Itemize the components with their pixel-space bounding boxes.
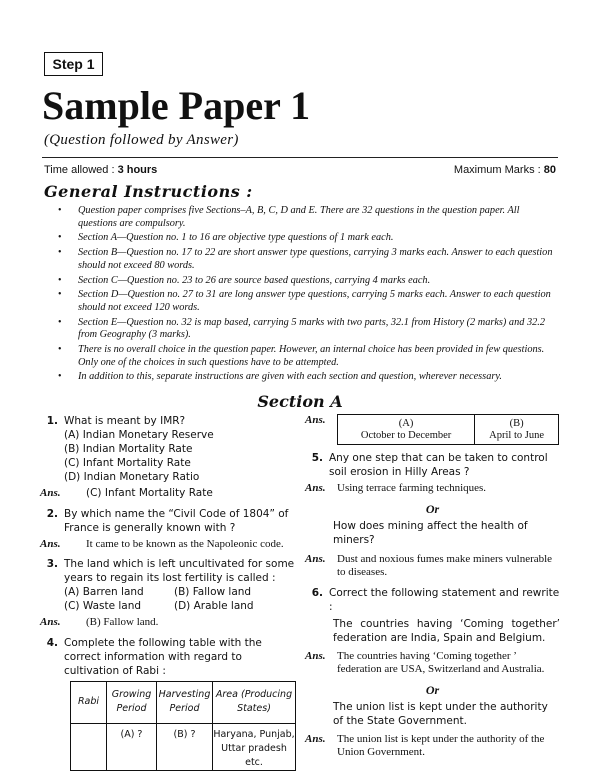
time-label: Time allowed : xyxy=(44,164,118,176)
or-divider: Or xyxy=(425,682,440,697)
cell-head: (A) xyxy=(398,417,414,429)
option: (B) Indian Mortality Rate xyxy=(64,443,193,455)
question-text: Correct the following statement and rewrite : xyxy=(329,586,560,613)
time-value: 3 hours xyxy=(117,164,158,176)
table-header: Growing Period xyxy=(107,681,157,723)
table-cell: (A) ? xyxy=(107,723,157,770)
instruction-item: • There is no overall choice in the question paper. However, an internal choice has been provided in few questions. Only one of the choices in such questions have to be attempted. xyxy=(58,344,558,369)
table-cell xyxy=(338,415,475,445)
instruction-item: • Section A—Question no. 1 to 16 are objective type questions of 1 mark each. xyxy=(58,232,558,245)
table-row xyxy=(71,723,296,770)
answer-label: Ans. xyxy=(305,414,326,426)
table-row xyxy=(338,415,559,445)
instruction-item: • In addition to this, separate instructions are given with each section and question, wherever necessary. xyxy=(58,371,558,384)
answer-text: (C) Infant Mortality Rate xyxy=(86,487,213,499)
answer-text: Using terrace farming techniques. xyxy=(337,482,487,494)
question-6 xyxy=(305,586,560,614)
answer-4 xyxy=(305,414,560,445)
table-cell xyxy=(475,415,559,445)
answer-text: (B) Fallow land. xyxy=(86,616,159,628)
answer-label: Ans. xyxy=(40,487,61,499)
table-header: Area (Producing States) xyxy=(213,681,296,723)
cell-value: April to June xyxy=(489,429,544,441)
question-text: By which name the “Civil Code of 1804” of France is generally known with ? xyxy=(64,507,289,534)
answer-text: It came to be known as the Napoleonic code. xyxy=(86,537,284,550)
table-header: Harvesting Period xyxy=(157,681,213,723)
exam-meta xyxy=(44,164,556,176)
instruction-item: • Question paper comprises five Sections–A, B, C, D and E. There are 32 questions in the question paper. All questions are compulsory. xyxy=(58,205,558,230)
question-4 xyxy=(40,636,296,678)
answer-label: Ans. xyxy=(305,732,326,745)
instruction-item: • Section B—Question no. 17 to 22 are short answer type questions, carrying 3 marks each. Answer to each question should not exceed 80 words. xyxy=(58,247,558,272)
answer-label: Ans. xyxy=(305,482,326,494)
rabi-table xyxy=(70,681,296,771)
answer-label: Ans. xyxy=(305,649,326,662)
time-allowed xyxy=(44,164,157,176)
left-column xyxy=(40,414,296,771)
cell-head: (B) xyxy=(509,417,524,429)
option: (A) Barren land xyxy=(64,586,144,598)
option: (A) Indian Monetary Reserve xyxy=(64,429,214,441)
answer-1 xyxy=(40,487,296,501)
page-title: Sample Paper 1 xyxy=(42,83,311,128)
table-cell xyxy=(71,723,107,770)
instruction-item: • Section D—Question no. 27 to 31 are long answer type questions, carrying 5 marks each. Answer to each question should not exceed 120 words. xyxy=(58,289,558,314)
page-subtitle: (Question followed by Answer) xyxy=(44,132,239,148)
question-text: What is meant by IMR? xyxy=(64,415,186,427)
question-number: 3. xyxy=(46,558,58,570)
question-5 xyxy=(305,451,560,479)
section-a-heading: Section A xyxy=(257,392,343,411)
instructions-list xyxy=(58,205,558,386)
answer-text: The countries having ‘Coming together ’ federation are USA, Switzerland and Australia. xyxy=(337,649,545,675)
question-number: 1. xyxy=(46,415,58,427)
option: (B) Fallow land xyxy=(174,586,252,598)
table-cell: (B) ? xyxy=(157,723,213,770)
or-divider: Or xyxy=(425,501,440,516)
alt-question-text: The union list is kept under the authority of the State Government. xyxy=(333,700,548,727)
answer-table xyxy=(337,414,559,445)
option-row xyxy=(64,599,296,613)
maximum-marks xyxy=(454,164,556,176)
answer-6 xyxy=(305,650,560,677)
instruction-item: • Section E—Question no. 32 is map based, carrying 5 marks with two parts, 32.1 from History (2 marks) and 32.2 from Geography (3 marks). xyxy=(58,317,558,342)
question-number: 4. xyxy=(46,636,58,649)
option: (D) Indian Monetary Ratio xyxy=(64,471,200,483)
table-header-row xyxy=(71,681,296,723)
answer-3 xyxy=(40,616,296,630)
option: (C) Waste land xyxy=(64,600,142,612)
instructions-heading: General Instructions : xyxy=(44,182,253,201)
answer-label: Ans. xyxy=(305,552,326,565)
question-2 xyxy=(40,507,296,535)
answer-5 xyxy=(305,482,560,496)
option: (D) Arable land xyxy=(174,600,254,612)
alt-answer-6 xyxy=(305,733,560,760)
answer-label: Ans. xyxy=(40,537,61,550)
step-badge: Step 1 xyxy=(44,52,103,76)
marks-label: Maximum Marks : xyxy=(453,164,544,176)
answer-label: Ans. xyxy=(40,616,61,628)
table-cell: Haryana, Punjab, Uttar pradesh etc. xyxy=(213,723,296,770)
question-text: Complete the following table with the correct information with regard to cultivation of Rabi : xyxy=(64,636,262,677)
question-text: Any one step that can be taken to control soil erosion in Hilly Areas ? xyxy=(329,452,548,478)
cell-value: October to December xyxy=(360,429,452,441)
option-row xyxy=(64,585,296,599)
alt-question-text: How does mining affect the health of miners? xyxy=(333,519,528,546)
question-number: 2. xyxy=(46,507,58,520)
question-number: 5. xyxy=(311,452,323,464)
question-1 xyxy=(40,414,296,484)
table-header: Rabi xyxy=(71,681,107,723)
answer-text: Dust and noxious fumes make miners vulnerable to diseases. xyxy=(337,552,553,578)
question-number: 6. xyxy=(311,586,323,599)
option: (C) Infant Mortality Rate xyxy=(64,457,191,469)
alt-answer-5 xyxy=(305,553,560,580)
answer-text: The union list is kept under the authority of the Union Government. xyxy=(337,732,545,758)
header-divider xyxy=(42,157,558,158)
question-text: The land which is left uncultivated for some years to regain its lost fertility is called : xyxy=(64,558,295,584)
marks-value: 80 xyxy=(543,164,556,176)
instruction-item: • Section C—Question no. 23 to 26 are source based questions, carrying 4 marks each. xyxy=(58,275,558,288)
statement-text: The countries having ‘Coming together’ federation are India, Spain and Belgium. xyxy=(333,617,560,644)
question-3 xyxy=(40,557,296,613)
right-column xyxy=(305,414,560,766)
answer-2 xyxy=(40,538,296,552)
